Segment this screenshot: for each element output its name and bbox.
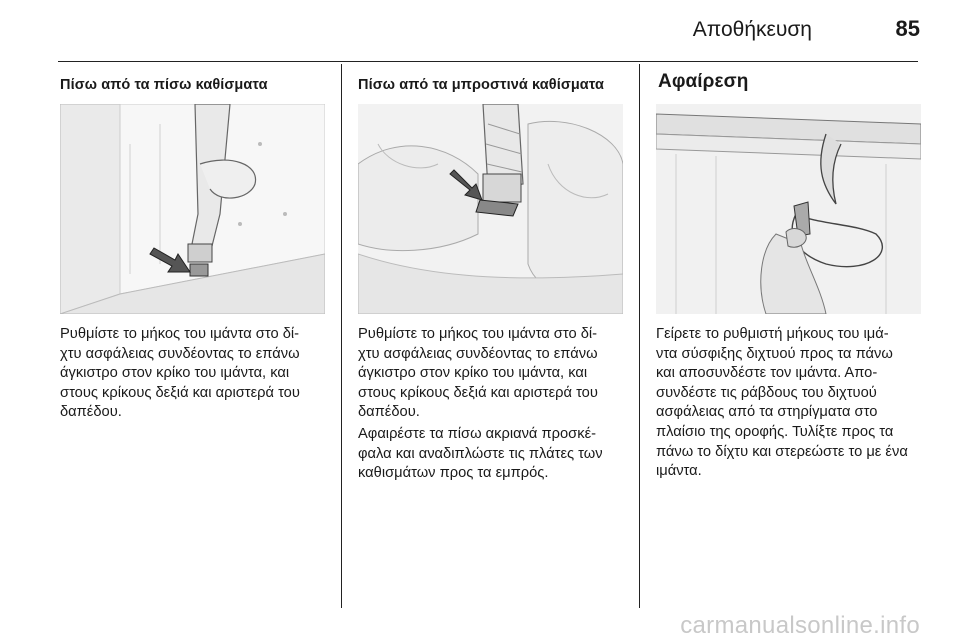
- page-header-title: Αποθήκευση: [692, 18, 812, 41]
- section-heading: Πίσω από τα μπροστινά καθίσματα: [358, 77, 605, 93]
- column-divider-2: [639, 64, 640, 608]
- header-divider: [58, 61, 918, 62]
- paragraph: Γείρετε το ρυθμιστή μήκους του ιμά- ντα σύσφιξης διχτυού προς τα πάνω και αποσυνδέστε τον ιμάντα. Απο- συνδέστε τις ράβδους του διχτυού ασφάλειας από τα στηρίγματα στο πλαίσιο της οροφής. Τυλίξτε προς τα πάνω το δίχτυ και στερεώστε το με ένα ιμάντα.: [656, 326, 908, 480]
- column-front-seats: [356, 77, 631, 93]
- watermark: carmanualsonline.info: [680, 612, 920, 639]
- paragraph: Αφαιρέστε τα πίσω ακριανά προσκέ- φαλα και αναδιπλώστε τις πλάτες των καθισμάτων προς τα εμπρός.: [358, 426, 603, 482]
- column-removal: [656, 71, 926, 93]
- column-rear-seats: [58, 77, 328, 93]
- illustration-rear-seats: [60, 104, 325, 314]
- column-divider-1: [341, 64, 342, 608]
- paragraph: Ρυθμίστε το μήκος του ιμάντα στο δί- χτυ ασφάλειας συνδέοντας το επάνω άγκιστρο στον κρίκο του ιμάντα, και στους κρίκους δεξιά και αριστερά του δαπέδου.: [60, 326, 300, 421]
- illustration-removal: [656, 104, 921, 314]
- paragraph: Ρυθμίστε το μήκος του ιμάντα στο δί- χτυ ασφάλειας συνδέοντας το επάνω άγκιστρο στον κρίκο του ιμάντα, και στους κρίκους δεξιά και αριστερά του δαπέδου.: [358, 326, 598, 421]
- section-heading: Πίσω από τα πίσω καθίσματα: [60, 77, 268, 93]
- illustration-front-seats: [358, 104, 623, 314]
- section-heading: Αφαίρεση: [658, 71, 749, 92]
- page-number: 85: [895, 16, 920, 41]
